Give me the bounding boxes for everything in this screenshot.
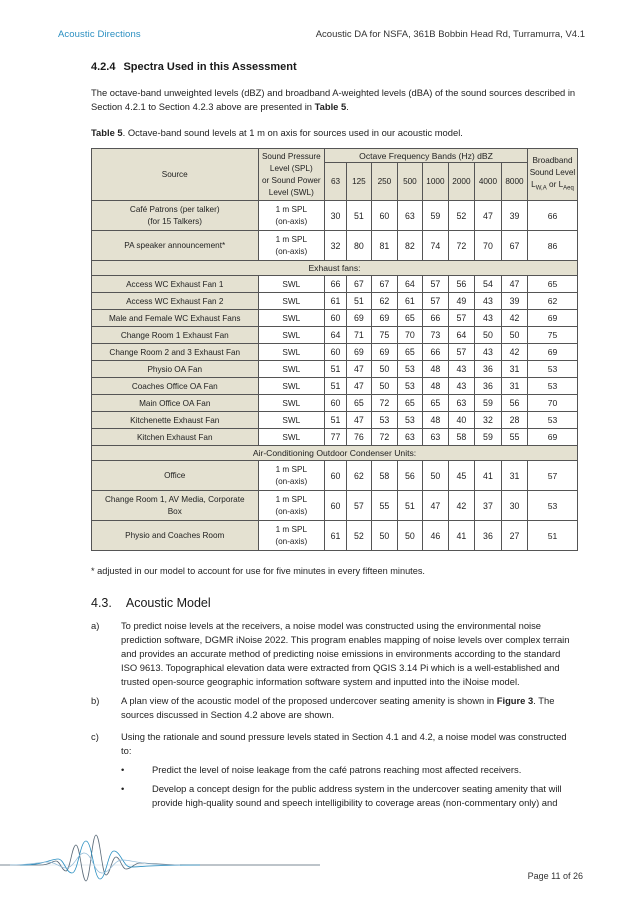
item-text: To predict noise levels at the receivers, a noise model was constructed using the environmental noise prediction software, DGMR iNoise 2022. This program enables mapping of noise levels over complex terrain and provides an accurate method of predicting noise emissions in environments according to the standard ISO 9613. Topographical elevation data were extracted from QGIS 3.14 Pi which is a well-established and trusted open-source geographic information software system and inputted into the iNoise model. — [121, 620, 570, 687]
cell-band-value: 72 — [448, 231, 474, 261]
cell-band-value: 60 — [325, 310, 347, 327]
cell-band-value: 56 — [448, 276, 474, 293]
ac-units-band — [92, 446, 578, 461]
level-line1: 1 m SPL — [275, 234, 307, 244]
cell-source: Male and Female WC Exhaust Fans — [92, 310, 259, 327]
cell-band-value: 49 — [448, 293, 474, 310]
cell-band-value: 73 — [422, 327, 448, 344]
bullet-item-2 — [121, 782, 579, 810]
header-level-b: or Sound Power Level (SWL) — [261, 175, 321, 197]
cell-band-value: 48 — [422, 378, 448, 395]
cell-band-value: 51 — [325, 361, 347, 378]
header-band: 500 — [397, 163, 422, 201]
cell-band-value: 50 — [397, 521, 422, 551]
cell-level: SWL — [258, 378, 325, 395]
table-row — [92, 231, 578, 261]
cell-band-value: 47 — [501, 276, 527, 293]
header-broad-l: L — [531, 179, 536, 189]
cell-band-value: 77 — [325, 429, 347, 446]
cell-source — [92, 491, 259, 521]
figure-reference: Figure 3 — [496, 695, 534, 706]
cell-band-value: 40 — [448, 412, 474, 429]
cell-band-value: 58 — [371, 461, 397, 491]
cell-band-value: 32 — [474, 412, 501, 429]
level-line2: (on-axis) — [275, 216, 308, 226]
cell-level: SWL — [258, 293, 325, 310]
item-text: Using the rationale and sound pressure levels stated in Section 4.1 and 4.2, a noise model was constructed to: — [121, 731, 567, 756]
section-heading-4-3 — [91, 596, 225, 610]
cell-band-value: 65 — [397, 310, 422, 327]
cell-source — [92, 231, 259, 261]
cell-band-value: 36 — [474, 361, 501, 378]
cell-source — [92, 461, 259, 491]
cell-band-value: 30 — [325, 201, 347, 231]
section-title: Spectra Used in this Assessment — [123, 61, 297, 73]
caption-label: Table 5 — [91, 127, 123, 138]
item-text-end: . The sources discussed in Section 4.2 above are shown. — [121, 695, 555, 720]
header-level — [258, 149, 325, 201]
header-level-a: Sound Pressure Level (SPL) — [261, 151, 321, 173]
section-number: 4.2.4 — [91, 61, 116, 73]
cell-level: SWL — [258, 395, 325, 412]
cell-band-value: 31 — [501, 361, 527, 378]
cell-band-value: 81 — [371, 231, 397, 261]
cell-band-value: 50 — [371, 521, 397, 551]
cell-band-value: 60 — [325, 395, 347, 412]
cell-level — [258, 491, 325, 521]
section-title: Acoustic Model — [125, 596, 211, 610]
cell-band-value: 64 — [325, 327, 347, 344]
cell-band-value: 50 — [371, 361, 397, 378]
cell-broadband: 57 — [527, 461, 577, 491]
table-row — [92, 201, 578, 231]
cell-band-value: 58 — [448, 429, 474, 446]
source-line1: PA speaker announcement* — [124, 240, 226, 250]
intro-paragraph — [91, 86, 579, 114]
cell-band-value: 66 — [325, 276, 347, 293]
cell-band-value: 53 — [371, 412, 397, 429]
cell-band-value: 53 — [397, 412, 422, 429]
cell-band-value: 59 — [474, 429, 501, 446]
cell-band-value: 64 — [448, 327, 474, 344]
intro-text: The octave-band unweighted levels (dBZ) and broadband A-weighted levels (dBA) of the sound sources described in Section 4.2.1 to Section 4.2.3 above are presented in — [91, 87, 576, 112]
cell-level: SWL — [258, 327, 325, 344]
cell-band-value: 47 — [474, 201, 501, 231]
cell-band-value: 43 — [448, 378, 474, 395]
section-heading-4-2-4 — [91, 61, 305, 73]
header-broad-sub2: Aeq — [563, 185, 574, 192]
cell-band-value: 65 — [422, 395, 448, 412]
octave-band-table — [91, 148, 578, 551]
exhaust-fans-band-label: Exhaust fans: — [92, 261, 578, 276]
cell-band-value: 31 — [501, 461, 527, 491]
cell-broadband: 53 — [527, 491, 577, 521]
cell-level — [258, 461, 325, 491]
cell-level — [258, 201, 325, 231]
item-text-start: A plan view of the acoustic model of the proposed undercover seating amenity is shown in — [121, 695, 497, 706]
cell-band-value: 69 — [346, 344, 371, 361]
cell-band-value: 31 — [501, 378, 527, 395]
table-row — [92, 327, 578, 344]
item-label: b) — [91, 695, 100, 706]
cell-source: Change Room 2 and 3 Exhaust Fan — [92, 344, 259, 361]
cell-broadband: 53 — [527, 378, 577, 395]
cell-band-value: 42 — [448, 491, 474, 521]
cell-level: SWL — [258, 412, 325, 429]
cell-band-value: 67 — [501, 231, 527, 261]
cell-broadband: 86 — [527, 231, 577, 261]
cell-band-value: 43 — [474, 344, 501, 361]
level-line2: (on-axis) — [275, 506, 308, 516]
cell-broadband: 70 — [527, 395, 577, 412]
page-number: Page 11 of 26 — [527, 871, 583, 881]
cell-band-value: 57 — [422, 276, 448, 293]
header-band: 8000 — [501, 163, 527, 201]
cell-broadband: 75 — [527, 327, 577, 344]
cell-broadband: 65 — [527, 276, 577, 293]
cell-band-value: 72 — [371, 429, 397, 446]
cell-band-value: 69 — [346, 310, 371, 327]
header-broad-sub1: W,A — [535, 185, 547, 192]
cell-level: SWL — [258, 344, 325, 361]
cell-broadband: 53 — [527, 412, 577, 429]
cell-band-value: 63 — [397, 429, 422, 446]
cell-source: Physio OA Fan — [92, 361, 259, 378]
cell-band-value: 71 — [346, 327, 371, 344]
caption-text: . Octave-band sound levels at 1 m on axis for sources used in our acoustic model. — [122, 127, 463, 138]
table-caption — [91, 127, 463, 138]
cell-band-value: 67 — [371, 276, 397, 293]
list-item-a — [91, 619, 579, 689]
source-line2: (for 15 Talkers) — [147, 216, 202, 226]
item-label: c) — [91, 731, 99, 742]
table-row — [92, 361, 578, 378]
cell-band-value: 63 — [397, 201, 422, 231]
cell-band-value: 51 — [325, 412, 347, 429]
level-line1: 1 m SPL — [275, 494, 307, 504]
cell-band-value: 74 — [422, 231, 448, 261]
cell-band-value: 50 — [501, 327, 527, 344]
cell-band-value: 65 — [397, 344, 422, 361]
cell-band-value: 52 — [346, 521, 371, 551]
cell-band-value: 47 — [422, 491, 448, 521]
cell-source: Coaches Office OA Fan — [92, 378, 259, 395]
cell-band-value: 51 — [346, 293, 371, 310]
cell-source: Access WC Exhaust Fan 1 — [92, 276, 259, 293]
cell-band-value: 56 — [501, 395, 527, 412]
waveform-logo — [0, 815, 320, 885]
header-octave: Octave Frequency Bands (Hz) dBZ — [325, 149, 528, 163]
cell-band-value: 59 — [422, 201, 448, 231]
level-line2: (on-axis) — [275, 476, 308, 486]
cell-level — [258, 521, 325, 551]
header-broad-a: Broadband Sound Level — [529, 155, 576, 177]
cell-band-value: 51 — [397, 491, 422, 521]
cell-band-value: 56 — [397, 461, 422, 491]
cell-source: Change Room 1 Exhaust Fan — [92, 327, 259, 344]
cell-band-value: 70 — [474, 231, 501, 261]
cell-band-value: 55 — [501, 429, 527, 446]
cell-band-value: 60 — [325, 461, 347, 491]
cell-band-value: 61 — [397, 293, 422, 310]
source-line2: Box — [167, 506, 182, 516]
cell-band-value: 61 — [325, 521, 347, 551]
level-line1: 1 m SPL — [275, 464, 307, 474]
cell-band-value: 60 — [325, 491, 347, 521]
cell-band-value: 62 — [346, 461, 371, 491]
bullet-icon: • — [121, 764, 125, 775]
source-line1: Café Patrons (per talker) — [129, 204, 220, 214]
source-line1: Office — [164, 470, 186, 480]
cell-band-value: 41 — [474, 461, 501, 491]
item-label: a) — [91, 620, 100, 631]
cell-band-value: 28 — [501, 412, 527, 429]
cell-band-value: 60 — [325, 344, 347, 361]
cell-band-value: 69 — [371, 310, 397, 327]
level-line2: (on-axis) — [275, 536, 308, 546]
cell-band-value: 43 — [448, 361, 474, 378]
header-broad-or: or L — [546, 179, 564, 189]
cell-band-value: 55 — [371, 491, 397, 521]
level-line1: 1 m SPL — [275, 524, 307, 534]
cell-broadband: 51 — [527, 521, 577, 551]
cell-band-value: 36 — [474, 378, 501, 395]
cell-broadband: 62 — [527, 293, 577, 310]
bullet-text: Develop a concept design for the public address system in the undercover seating amenity that will provide high-quality sound and speech intelligibility to coverage areas (non-commentary only) and — [152, 783, 562, 808]
cell-level: SWL — [258, 361, 325, 378]
cell-band-value: 48 — [422, 412, 448, 429]
cell-band-value: 66 — [422, 344, 448, 361]
company-name: Acoustic Directions — [58, 29, 141, 40]
source-line1: Physio and Coaches Room — [125, 530, 225, 540]
header-band: 250 — [371, 163, 397, 201]
cell-band-value: 59 — [474, 395, 501, 412]
cell-band-value: 69 — [371, 344, 397, 361]
cell-band-value: 32 — [325, 231, 347, 261]
cell-band-value: 75 — [371, 327, 397, 344]
cell-band-value: 47 — [346, 378, 371, 395]
header-source: Source — [92, 149, 259, 201]
cell-band-value: 42 — [501, 310, 527, 327]
cell-band-value: 57 — [448, 344, 474, 361]
section-number: 4.3. — [91, 596, 112, 610]
cell-band-value: 57 — [422, 293, 448, 310]
table-row — [92, 521, 578, 551]
cell-band-value: 45 — [448, 461, 474, 491]
table-row — [92, 429, 578, 446]
exhaust-fans-band — [92, 261, 578, 276]
cell-band-value: 50 — [422, 461, 448, 491]
cell-band-value: 62 — [371, 293, 397, 310]
level-line1: 1 m SPL — [275, 204, 307, 214]
cell-band-value: 53 — [397, 361, 422, 378]
bullet-icon: • — [121, 783, 125, 794]
table-row — [92, 293, 578, 310]
cell-source: Kitchenette Exhaust Fan — [92, 412, 259, 429]
cell-band-value: 41 — [448, 521, 474, 551]
table-row — [92, 344, 578, 361]
cell-band-value: 27 — [501, 521, 527, 551]
table-row — [92, 461, 578, 491]
cell-level: SWL — [258, 276, 325, 293]
header-band: 2000 — [448, 163, 474, 201]
cell-band-value: 76 — [346, 429, 371, 446]
source-line1: Change Room 1, AV Media, Corporate — [104, 494, 245, 504]
cell-band-value: 63 — [448, 395, 474, 412]
cell-broadband: 53 — [527, 361, 577, 378]
cell-band-value: 39 — [501, 293, 527, 310]
cell-band-value: 50 — [474, 327, 501, 344]
cell-band-value: 47 — [346, 412, 371, 429]
cell-band-value: 37 — [474, 491, 501, 521]
table-row — [92, 276, 578, 293]
cell-band-value: 51 — [325, 378, 347, 395]
cell-source: Kitchen Exhaust Fan — [92, 429, 259, 446]
level-line2: (on-axis) — [275, 246, 308, 256]
cell-band-value: 57 — [448, 310, 474, 327]
intro-text-end: . — [346, 101, 349, 112]
footnote: * adjusted in our model to account for use for five minutes in every fifteen minutes. — [91, 566, 425, 576]
cell-band-value: 43 — [474, 310, 501, 327]
cell-band-value: 64 — [397, 276, 422, 293]
table-row — [92, 378, 578, 395]
cell-band-value: 63 — [422, 429, 448, 446]
cell-band-value: 67 — [346, 276, 371, 293]
cell-band-value: 65 — [346, 395, 371, 412]
table-row — [92, 491, 578, 521]
cell-level: SWL — [258, 429, 325, 446]
bullet-text: Predict the level of noise leakage from the café patrons reaching most affected receivers. — [152, 764, 522, 775]
ac-units-band-label: Air-Conditioning Outdoor Condenser Units: — [92, 446, 578, 461]
table-reference: Table 5 — [314, 101, 347, 112]
header-broadband — [527, 149, 577, 201]
cell-source: Access WC Exhaust Fan 2 — [92, 293, 259, 310]
cell-band-value: 57 — [346, 491, 371, 521]
cell-band-value: 42 — [501, 344, 527, 361]
table-row — [92, 412, 578, 429]
bullet-item-1 — [121, 763, 579, 777]
header-band: 125 — [346, 163, 371, 201]
cell-band-value: 60 — [371, 201, 397, 231]
cell-band-value: 66 — [422, 310, 448, 327]
header-band: 63 — [325, 163, 347, 201]
header-band: 1000 — [422, 163, 448, 201]
table-row — [92, 395, 578, 412]
document-title: Acoustic DA for NSFA, 361B Bobbin Head Rd, Turramurra, V4.1 — [315, 29, 585, 40]
cell-band-value: 30 — [501, 491, 527, 521]
cell-band-value: 46 — [422, 521, 448, 551]
cell-level — [258, 231, 325, 261]
cell-band-value: 54 — [474, 276, 501, 293]
header-band: 4000 — [474, 163, 501, 201]
cell-source: Main Office OA Fan — [92, 395, 259, 412]
cell-band-value: 48 — [422, 361, 448, 378]
cell-broadband: 69 — [527, 344, 577, 361]
cell-band-value: 61 — [325, 293, 347, 310]
cell-band-value: 70 — [397, 327, 422, 344]
cell-band-value: 72 — [371, 395, 397, 412]
cell-broadband: 69 — [527, 429, 577, 446]
cell-band-value: 65 — [397, 395, 422, 412]
cell-broadband: 69 — [527, 310, 577, 327]
cell-band-value: 47 — [346, 361, 371, 378]
cell-band-value: 39 — [501, 201, 527, 231]
cell-source — [92, 201, 259, 231]
cell-broadband: 66 — [527, 201, 577, 231]
cell-source — [92, 521, 259, 551]
cell-band-value: 80 — [346, 231, 371, 261]
cell-band-value: 52 — [448, 201, 474, 231]
cell-band-value: 50 — [371, 378, 397, 395]
cell-band-value: 43 — [474, 293, 501, 310]
cell-level: SWL — [258, 310, 325, 327]
item-text — [121, 694, 579, 722]
table-row — [92, 310, 578, 327]
cell-band-value: 53 — [397, 378, 422, 395]
list-item-c — [91, 730, 579, 758]
list-item-b — [91, 694, 579, 722]
cell-band-value: 36 — [474, 521, 501, 551]
cell-band-value: 82 — [397, 231, 422, 261]
cell-band-value: 51 — [346, 201, 371, 231]
